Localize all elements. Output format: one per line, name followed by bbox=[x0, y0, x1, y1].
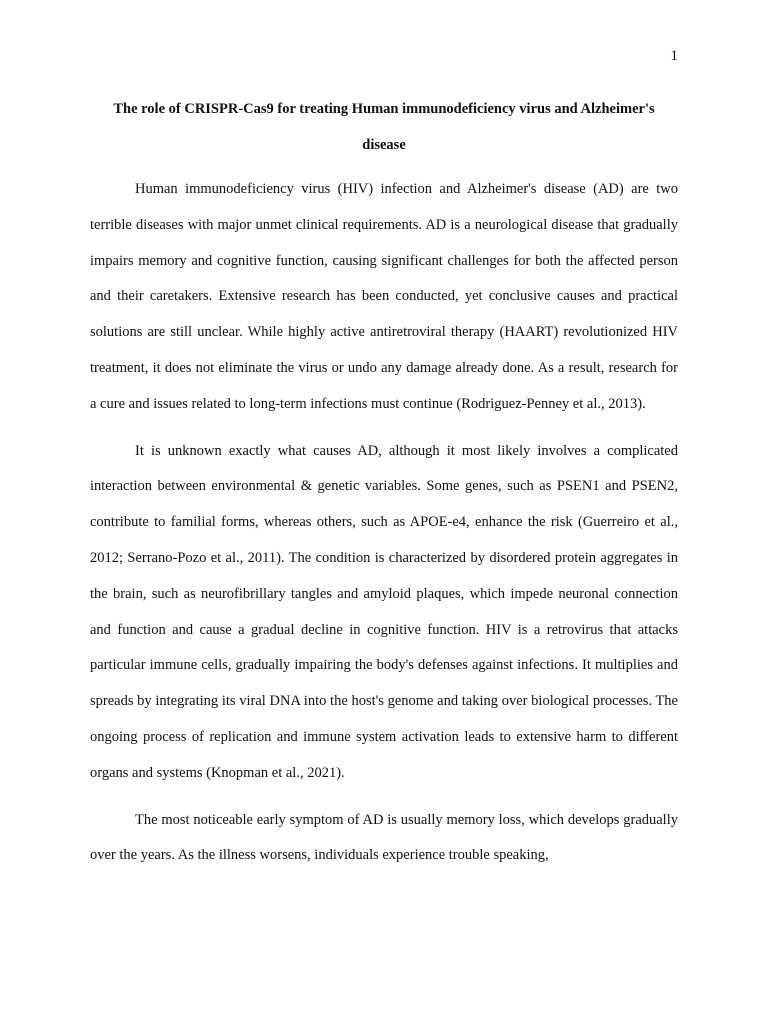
document-body bbox=[90, 172, 678, 885]
paragraph-intro: Human immunodeficiency virus (HIV) infection and Alzheimer's disease (AD) are two terrible diseases with major unmet clinical requirements. AD is a neurological disease that gradually impairs memory and cognitive function, causing significant challenges for both the affected person and their caretakers. Extensive research has been conducted, yet conclusive causes and practical solutions are still unclear. While highly active antiretroviral therapy (HAART) revolutionized HIV treatment, it does not eliminate the virus or undo any damage already done. As a result, research for a cure and issues related to long-term infections must continue (Rodriguez-Penney et al., 2013). bbox=[90, 181, 678, 412]
paragraph-causes: It is unknown exactly what causes AD, although it most likely involves a complicated interaction between environmental & genetic variables. Some genes, such as PSEN1 and PSEN2, contribute to familial forms, whereas others, such as APOE-e4, enhance the risk (Guerreiro et al., 2012; Serrano-Pozo et al., 2011). The condition is characterized by disordered protein aggregates in the brain, such as neurofibrillary tangles and amyloid plaques, which impede neuronal connection and function and cause a gradual decline in cognitive function. HIV is a retrovirus that attacks particular immune cells, gradually impairing the body's defenses against infections. It multiplies and spreads by integrating its viral DNA into the host's genome and taking over biological processes. The ongoing process of replication and immune system activation leads to extensive harm to different organs and systems (Knopman et al., 2021). bbox=[90, 442, 678, 781]
page-number: 1 bbox=[670, 48, 678, 64]
paragraph-symptoms: The most noticeable early symptom of AD is usually memory loss, which develops gradually over the years. As the illness worsens, individuals experience trouble speaking, bbox=[90, 811, 678, 864]
document-title: The role of CRISPR-Cas9 for treating Human immunodeficiency virus and Alzheimer's disease bbox=[113, 101, 655, 153]
